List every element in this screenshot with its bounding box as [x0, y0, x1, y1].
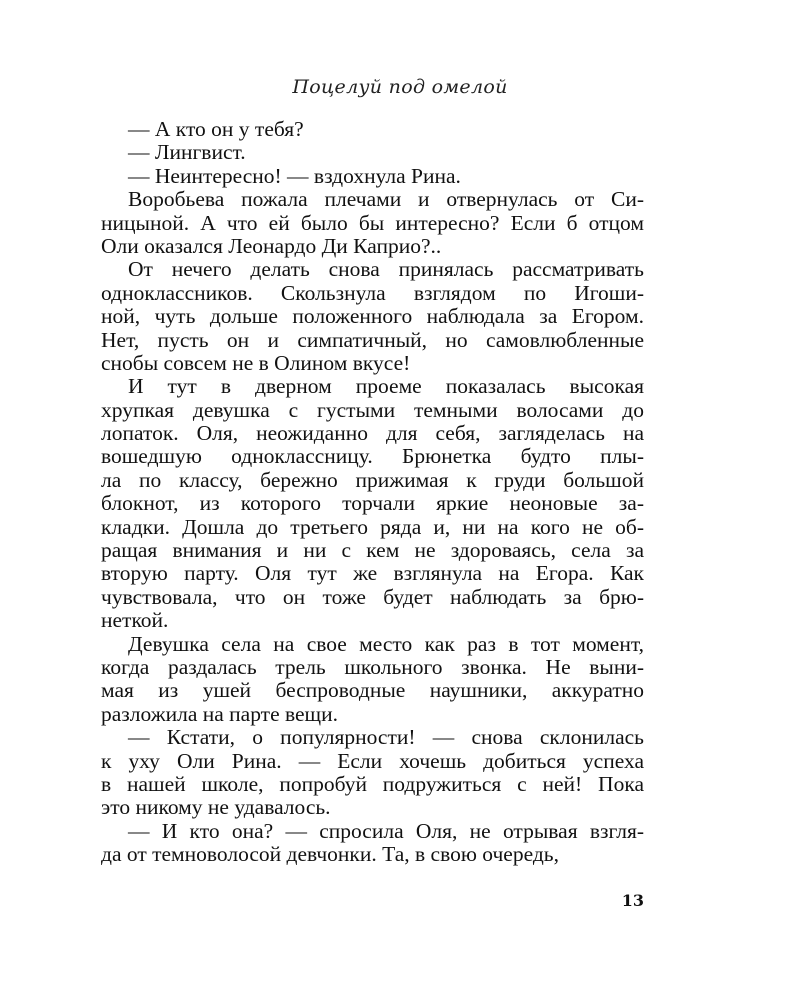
text-line: хрупкая девушка с густыми темными волосами до — [101, 397, 644, 422]
text-line: чувствовала, что он тоже будет наблюдать за брю- — [101, 584, 644, 609]
text-line: одноклассников. Скользнула взглядом по Игоши- — [101, 280, 644, 305]
text-line: неткой. — [101, 608, 169, 633]
text-line: лопаток. Оля, неожиданно для себя, загляделась на — [101, 421, 644, 446]
text-line: Воробьева пожала плечами и отвернулась от Си- — [128, 187, 644, 212]
paragraph — [101, 258, 644, 375]
text-line: — Кстати, о популярности! — снова склонилась — [128, 725, 644, 750]
text-line: ла по классу, бережно прижимая к груди большой — [101, 467, 644, 492]
text-line: Нет, пусть он и симпатичный, но самовлюбленные — [101, 327, 644, 352]
text-line: ращая внимания и ни с кем не здороваясь, села за — [101, 538, 644, 563]
text-line: — Лингвист. — [128, 140, 246, 165]
running-header: Поцелуй под омелой — [292, 76, 508, 98]
paragraph — [101, 820, 644, 867]
text-line: кладки. Дошла до третьего ряда и, ни на кого не об- — [101, 514, 644, 539]
text-line: От нечего делать снова принялась рассматривать — [128, 257, 644, 282]
paragraph — [101, 141, 644, 164]
text-line: да от темноволосой девчонки. Та, в свою очередь, — [101, 842, 559, 867]
text-line: вторую парту. Оля тут же взглянула на Егора. Как — [101, 561, 644, 586]
paragraph — [101, 118, 644, 141]
text-line: Девушка села на свое место как раз в тот момент, — [128, 631, 644, 656]
paragraph — [101, 633, 644, 727]
text-line: ницыной. А что ей было бы интересно? Если б отцом — [101, 210, 644, 235]
text-line: — Неинтересно! — вздохнула Рина. — [128, 163, 461, 188]
page-number: 13 — [621, 891, 644, 910]
text-line: это никому не удавалось. — [101, 795, 331, 820]
body-text — [101, 118, 644, 867]
paragraph — [101, 188, 644, 258]
text-line: разложила на парте вещи. — [101, 701, 338, 726]
text-line: И тут в дверном проеме показалась высокая — [128, 374, 644, 399]
text-line: Оли оказался Леонардо Ди Каприо?.. — [101, 233, 442, 258]
text-line: блокнот, из которого торчали яркие неоновые за- — [101, 491, 644, 516]
text-line: снобы совсем не в Олином вкусе! — [101, 350, 411, 375]
text-line: — И кто она? — спросила Оля, не отрывая взгля- — [128, 818, 644, 843]
paragraph — [101, 726, 644, 820]
text-line: мая из ушей беспроводные наушники, аккуратно — [101, 678, 644, 703]
text-line: — А кто он у тебя? — [128, 117, 304, 141]
text-line: когда раздалась трель школьного звонка. Не выни- — [101, 654, 644, 679]
text-line: к уху Оли Рина. — Если хочешь добиться успеха — [101, 748, 644, 773]
text-line: ной, чуть дольше положенного наблюдала за Егором. — [101, 304, 644, 329]
paragraph — [101, 165, 644, 188]
paragraph — [101, 375, 644, 632]
text-line: в нашей школе, попробуй подружиться с ней! Пока — [101, 771, 644, 796]
text-line: вошедшую одноклассницу. Брюнетка будто плы- — [101, 444, 644, 469]
